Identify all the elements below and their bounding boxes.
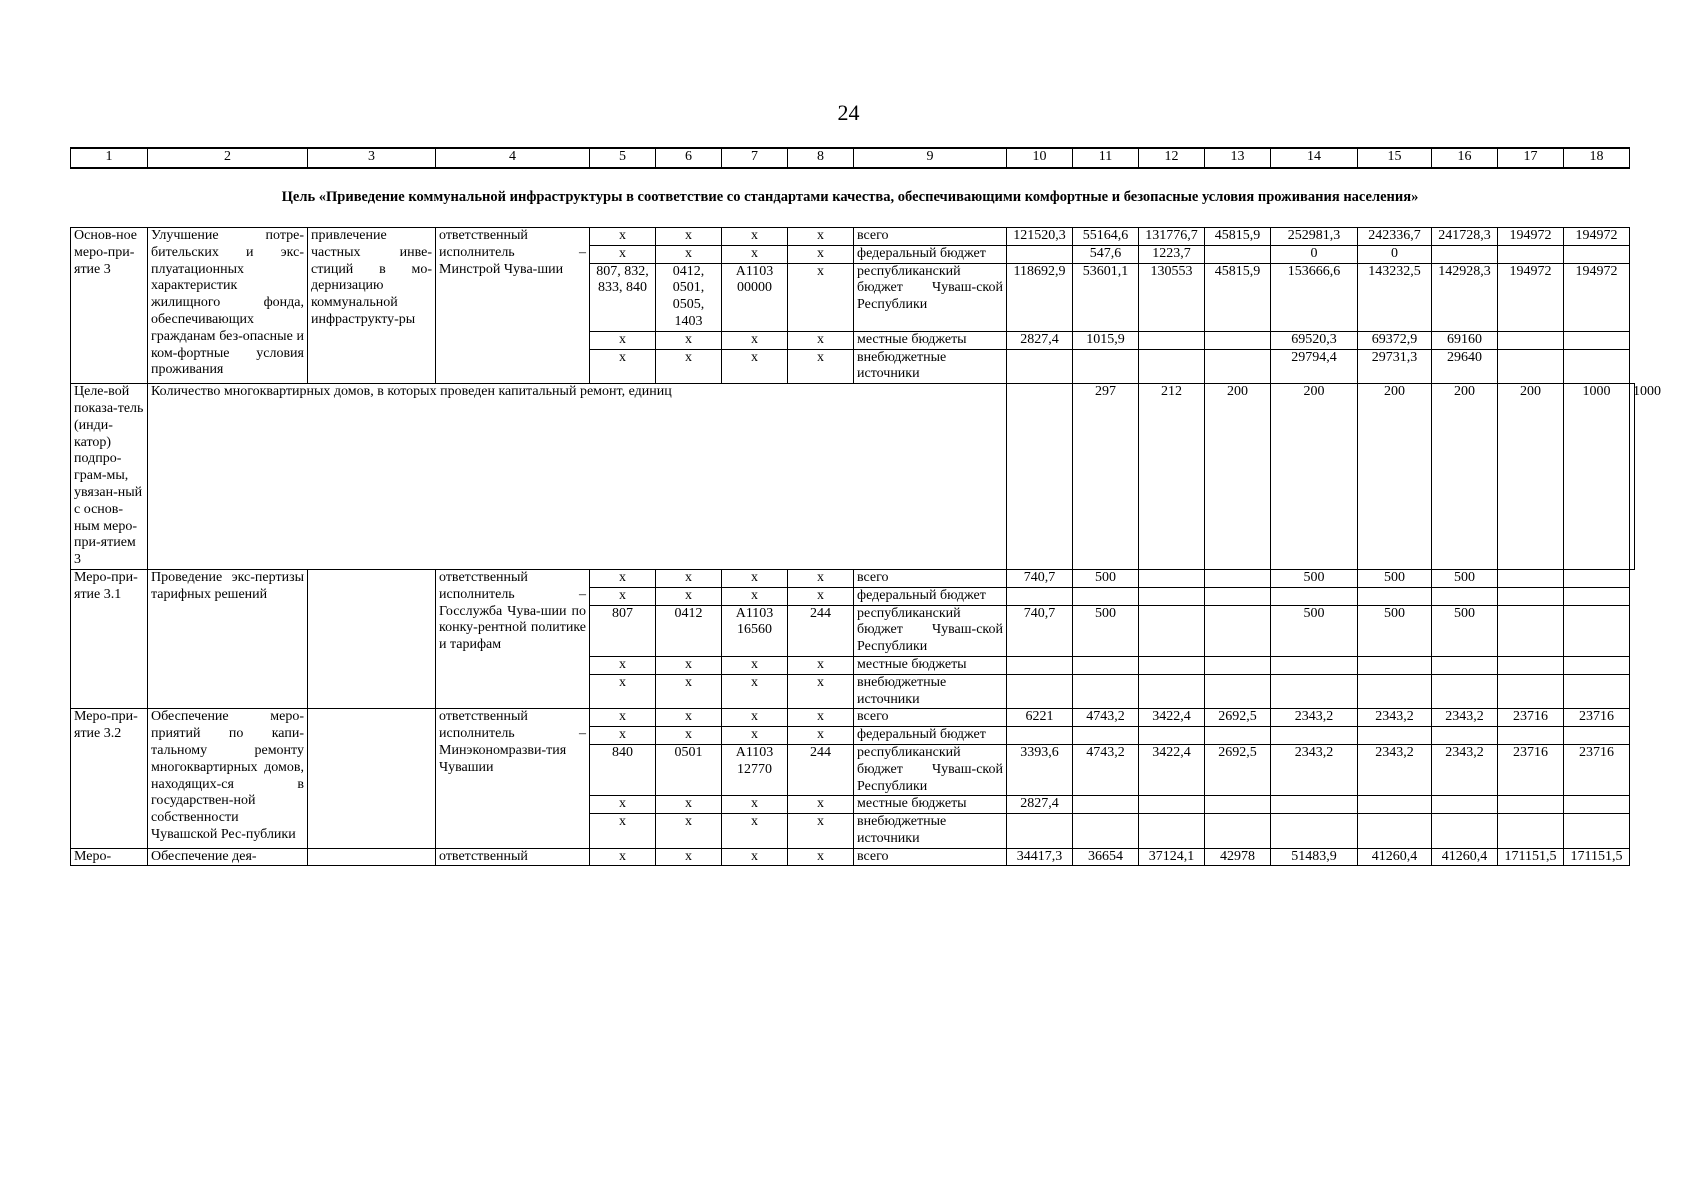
code-cell: 840: [590, 744, 656, 795]
funding-source: всего: [854, 848, 1007, 866]
value-cell: [1073, 587, 1139, 605]
column-header: 4: [436, 148, 590, 168]
code-cell: х: [590, 349, 656, 384]
value-cell: [1498, 656, 1564, 674]
value-cell: 29794,4: [1271, 349, 1358, 384]
funding-source: местные бюджеты: [854, 656, 1007, 674]
code-cell: А1103 00000: [722, 263, 788, 331]
value-cell: 297: [1073, 384, 1139, 570]
value-cell: [1564, 674, 1630, 709]
value-cell: [1073, 674, 1139, 709]
value-cell: 500: [1358, 569, 1432, 587]
code-cell: 244: [788, 744, 854, 795]
value-cell: 194972: [1564, 263, 1630, 331]
value-cell: 23716: [1564, 744, 1630, 795]
value-cell: 1000: [1564, 384, 1630, 570]
code-cell: х: [656, 331, 722, 349]
measure-title: Обеспечение дея-: [148, 848, 308, 866]
value-cell: [1271, 674, 1358, 709]
indicator-label: Целе-вой показа-тель (инди-катор) подпро-грам-мы, увязан-ный с основ-ным меро-при-ятием 3: [71, 384, 148, 570]
code-cell: х: [788, 587, 854, 605]
value-cell: [1007, 814, 1073, 849]
value-cell: 1223,7: [1139, 245, 1205, 263]
budget-table: [70, 147, 1661, 866]
value-cell: [1205, 674, 1271, 709]
code-cell: 244: [788, 605, 854, 656]
value-cell: [1271, 727, 1358, 745]
value-cell: [1432, 674, 1498, 709]
value-cell: [1271, 814, 1358, 849]
value-cell: 41260,4: [1432, 848, 1498, 866]
code-cell: 0501: [656, 744, 722, 795]
column-header: 8: [788, 148, 854, 168]
code-cell: х: [788, 814, 854, 849]
code-cell: х: [722, 814, 788, 849]
funding-source: федеральный бюджет: [854, 245, 1007, 263]
value-cell: 51483,9: [1271, 848, 1358, 866]
code-cell: х: [722, 331, 788, 349]
value-cell: 200: [1432, 384, 1498, 570]
funding-source: всего: [854, 709, 1007, 727]
value-cell: [1205, 569, 1271, 587]
column-header: 13: [1205, 148, 1271, 168]
code-cell: х: [656, 674, 722, 709]
value-cell: 252981,3: [1271, 228, 1358, 246]
column-header: 9: [854, 148, 1007, 168]
code-cell: 807: [590, 605, 656, 656]
code-cell: А1103 12770: [722, 744, 788, 795]
value-cell: 1000: [1630, 384, 1635, 570]
value-cell: 2827,4: [1007, 331, 1073, 349]
value-cell: [1432, 814, 1498, 849]
value-cell: 547,6: [1073, 245, 1139, 263]
main-measure-goal-text: привлечение частных инве-стиций в мо-дернизацию коммунальной инфраструкту-ры: [308, 228, 436, 384]
column-header: 6: [656, 148, 722, 168]
value-cell: [1139, 656, 1205, 674]
value-cell: 500: [1073, 605, 1139, 656]
code-cell: х: [788, 848, 854, 866]
value-cell: [1205, 245, 1271, 263]
code-cell: х: [722, 796, 788, 814]
code-cell: х: [722, 587, 788, 605]
code-cell: х: [656, 709, 722, 727]
value-cell: 212: [1139, 384, 1205, 570]
measure-3-1-label: Меро-при-ятие 3.1: [71, 569, 148, 708]
code-cell: х: [656, 727, 722, 745]
value-cell: 3393,6: [1007, 744, 1073, 795]
code-cell: х: [656, 349, 722, 384]
value-cell: 242336,7: [1358, 228, 1432, 246]
funding-source: местные бюджеты: [854, 331, 1007, 349]
value-cell: [1205, 727, 1271, 745]
value-cell: [1564, 349, 1630, 384]
value-cell: 500: [1271, 569, 1358, 587]
code-cell: х: [590, 727, 656, 745]
value-cell: 171151,5: [1564, 848, 1630, 866]
main-measure-row: [71, 228, 1635, 246]
value-cell: [1498, 727, 1564, 745]
funding-source: внебюджетные источники: [854, 349, 1007, 384]
code-cell: х: [656, 814, 722, 849]
column-header: 11: [1073, 148, 1139, 168]
goal-row: [71, 168, 1635, 228]
value-cell: 500: [1271, 605, 1358, 656]
funding-source: республиканский бюджет Чуваш-ской Республики: [854, 744, 1007, 795]
value-cell: [1139, 796, 1205, 814]
measure-partial-row: [71, 848, 1635, 866]
code-cell: х: [590, 656, 656, 674]
value-cell: [1073, 656, 1139, 674]
value-cell: [1432, 796, 1498, 814]
value-cell: 2343,2: [1432, 709, 1498, 727]
value-cell: [1205, 656, 1271, 674]
measure-3-2-goal-text: [308, 709, 436, 848]
value-cell: 29731,3: [1358, 349, 1432, 384]
code-cell: х: [722, 848, 788, 866]
value-cell: 194972: [1498, 263, 1564, 331]
measure-label: Меро-: [71, 848, 148, 866]
value-cell: [1271, 656, 1358, 674]
value-cell: 69520,3: [1271, 331, 1358, 349]
value-cell: [1564, 331, 1630, 349]
code-cell: х: [590, 228, 656, 246]
column-header: 3: [308, 148, 436, 168]
value-cell: 0: [1358, 245, 1432, 263]
value-cell: [1271, 796, 1358, 814]
code-cell: х: [788, 727, 854, 745]
column-header: 14: [1271, 148, 1358, 168]
value-cell: 2343,2: [1358, 744, 1432, 795]
value-cell: [1432, 587, 1498, 605]
code-cell: х: [656, 848, 722, 866]
code-cell: х: [590, 587, 656, 605]
value-cell: 2827,4: [1007, 796, 1073, 814]
value-cell: 171151,5: [1498, 848, 1564, 866]
value-cell: 200: [1498, 384, 1564, 570]
value-cell: [1007, 245, 1073, 263]
value-cell: 29640: [1432, 349, 1498, 384]
measure-3-2-executor: ответственный исполнитель – Минэкономразви-тия Чувашии: [436, 709, 590, 848]
value-cell: 45815,9: [1205, 263, 1271, 331]
code-cell: х: [788, 349, 854, 384]
value-cell: 500: [1073, 569, 1139, 587]
value-cell: [1139, 605, 1205, 656]
column-header: 1: [71, 148, 148, 168]
code-cell: х: [788, 569, 854, 587]
value-cell: [1205, 349, 1271, 384]
code-cell: А1103 16560: [722, 605, 788, 656]
value-cell: 740,7: [1007, 569, 1073, 587]
value-cell: [1498, 605, 1564, 656]
code-cell: х: [788, 228, 854, 246]
column-header: 2: [148, 148, 308, 168]
value-cell: [1139, 814, 1205, 849]
goal-title: Цель «Приведение коммунальной инфраструктуры в соответствие со стандартами качества, обеспечивающими комфортные и безопасные условия проживания населения»: [281, 189, 1419, 206]
value-cell: 500: [1358, 605, 1432, 656]
indicator-text: Количество многоквартирных домов, в которых проведен капитальный ремонт, единиц: [148, 384, 1007, 570]
value-cell: [1564, 656, 1630, 674]
value-cell: 3422,4: [1139, 744, 1205, 795]
code-cell: 0412: [656, 605, 722, 656]
value-cell: 2343,2: [1271, 709, 1358, 727]
code-cell: х: [590, 848, 656, 866]
code-cell: 807, 832, 833, 840: [590, 263, 656, 331]
value-cell: 121520,3: [1007, 228, 1073, 246]
main-measure-title: Улучшение потре-бительских и экс-плуатационных характеристик жилищного фонда, обеспечивающих гражданам без-опасные и ком-фортные условия проживания: [148, 228, 308, 384]
value-cell: [1139, 569, 1205, 587]
column-header: 12: [1139, 148, 1205, 168]
value-cell: 36654: [1073, 848, 1139, 866]
code-cell: х: [788, 331, 854, 349]
value-cell: [1358, 656, 1432, 674]
value-cell: 45815,9: [1205, 228, 1271, 246]
code-cell: х: [656, 245, 722, 263]
value-cell: 194972: [1564, 228, 1630, 246]
main-measure-executor: ответственный исполнитель – Минстрой Чува-шии: [436, 228, 590, 384]
column-header: 7: [722, 148, 788, 168]
value-cell: 2692,5: [1205, 744, 1271, 795]
code-cell: х: [788, 709, 854, 727]
value-cell: 1015,9: [1073, 331, 1139, 349]
value-cell: 241728,3: [1432, 228, 1498, 246]
value-cell: [1498, 587, 1564, 605]
code-cell: х: [722, 228, 788, 246]
value-cell: 23716: [1498, 709, 1564, 727]
funding-source: внебюджетные источники: [854, 674, 1007, 709]
value-cell: [1271, 587, 1358, 605]
value-cell: 142928,3: [1432, 263, 1498, 331]
value-cell: 2343,2: [1358, 709, 1432, 727]
value-cell: [1007, 349, 1073, 384]
measure-goal-text: [308, 848, 436, 866]
code-cell: х: [590, 245, 656, 263]
value-cell: [1073, 349, 1139, 384]
value-cell: [1007, 587, 1073, 605]
value-cell: [1564, 569, 1630, 587]
code-cell: х: [656, 228, 722, 246]
value-cell: 69160: [1432, 331, 1498, 349]
value-cell: 2343,2: [1432, 744, 1498, 795]
code-cell: х: [722, 245, 788, 263]
value-cell: [1564, 796, 1630, 814]
value-cell: 4743,2: [1073, 744, 1139, 795]
value-cell: [1073, 814, 1139, 849]
code-cell: х: [722, 569, 788, 587]
indicator-row: [71, 384, 1635, 570]
measure-executor: ответственный: [436, 848, 590, 866]
value-cell: [1432, 245, 1498, 263]
measure-3-1-goal-text: [308, 569, 436, 708]
value-cell: [1498, 569, 1564, 587]
value-cell: [1139, 727, 1205, 745]
column-header: 10: [1007, 148, 1073, 168]
column-header: 16: [1432, 148, 1498, 168]
value-cell: [1498, 796, 1564, 814]
value-cell: [1358, 796, 1432, 814]
value-cell: [1007, 727, 1073, 745]
value-cell: 500: [1432, 605, 1498, 656]
value-cell: 37124,1: [1139, 848, 1205, 866]
value-cell: 200: [1358, 384, 1432, 570]
value-cell: 42978: [1205, 848, 1271, 866]
value-cell: 118692,9: [1007, 263, 1073, 331]
column-header-row: [71, 148, 1635, 168]
value-cell: [1073, 796, 1139, 814]
value-cell: [1432, 656, 1498, 674]
funding-source: республиканский бюджет Чуваш-ской Республики: [854, 263, 1007, 331]
value-cell: [1139, 587, 1205, 605]
code-cell: х: [722, 709, 788, 727]
value-cell: [1139, 674, 1205, 709]
value-cell: 153666,6: [1271, 263, 1358, 331]
code-cell: х: [788, 263, 854, 331]
funding-source: федеральный бюджет: [854, 587, 1007, 605]
value-cell: [1139, 349, 1205, 384]
code-cell: х: [722, 674, 788, 709]
value-cell: [1564, 814, 1630, 849]
value-cell: 23716: [1498, 744, 1564, 795]
measure-3-2-row: [71, 709, 1635, 727]
value-cell: [1073, 727, 1139, 745]
value-cell: [1498, 331, 1564, 349]
value-cell: 4743,2: [1073, 709, 1139, 727]
value-cell: [1564, 245, 1630, 263]
value-cell: 143232,5: [1358, 263, 1432, 331]
code-cell: х: [788, 674, 854, 709]
measure-3-1-title: Проведение экс-пертизы тарифных решений: [148, 569, 308, 708]
value-cell: 6221: [1007, 709, 1073, 727]
value-cell: 194972: [1498, 228, 1564, 246]
value-cell: 500: [1432, 569, 1498, 587]
code-cell: х: [722, 656, 788, 674]
code-cell: х: [656, 587, 722, 605]
value-cell: [1007, 674, 1073, 709]
value-cell: [1358, 814, 1432, 849]
value-cell: 740,7: [1007, 605, 1073, 656]
value-cell: [1358, 674, 1432, 709]
funding-source: всего: [854, 228, 1007, 246]
funding-source: внебюджетные источники: [854, 814, 1007, 849]
value-cell: [1358, 587, 1432, 605]
funding-source: всего: [854, 569, 1007, 587]
value-cell: [1564, 587, 1630, 605]
value-cell: [1007, 656, 1073, 674]
code-cell: х: [656, 656, 722, 674]
code-cell: х: [722, 727, 788, 745]
value-cell: [1139, 331, 1205, 349]
value-cell: [1205, 587, 1271, 605]
value-cell: 2343,2: [1271, 744, 1358, 795]
measure-3-2-title: Обеспечение меро-приятий по капи-тальному ремонту многоквартирных домов, находящих-ся в государствен-ной собственности Чувашской Рес-публики: [148, 709, 308, 848]
measure-3-2-label: Меро-при-ятие 3.2: [71, 709, 148, 848]
value-cell: [1498, 349, 1564, 384]
main-measure-label: Основ-ное меро-при-ятие 3: [71, 228, 148, 384]
funding-source: федеральный бюджет: [854, 727, 1007, 745]
value-cell: 130553: [1139, 263, 1205, 331]
value-cell: [1205, 605, 1271, 656]
value-cell: 53601,1: [1073, 263, 1139, 331]
code-cell: х: [590, 331, 656, 349]
code-cell: 0412, 0501, 0505, 1403: [656, 263, 722, 331]
code-cell: х: [590, 709, 656, 727]
code-cell: х: [590, 569, 656, 587]
value-cell: [1432, 727, 1498, 745]
code-cell: х: [656, 569, 722, 587]
value-cell: 55164,6: [1073, 228, 1139, 246]
value-cell: 34417,3: [1007, 848, 1073, 866]
funding-source: республиканский бюджет Чуваш-ской Республики: [854, 605, 1007, 656]
code-cell: х: [788, 656, 854, 674]
value-cell: 2692,5: [1205, 709, 1271, 727]
code-cell: х: [590, 674, 656, 709]
value-cell: 0: [1271, 245, 1358, 263]
value-cell: 200: [1205, 384, 1271, 570]
column-header: 18: [1564, 148, 1630, 168]
value-cell: [1205, 814, 1271, 849]
value-cell: 3422,4: [1139, 709, 1205, 727]
funding-source: местные бюджеты: [854, 796, 1007, 814]
value-cell: 200: [1271, 384, 1358, 570]
code-cell: х: [590, 796, 656, 814]
value-cell: [1498, 674, 1564, 709]
code-cell: х: [722, 349, 788, 384]
code-cell: х: [788, 245, 854, 263]
column-header: 17: [1498, 148, 1564, 168]
page-number: 24: [837, 100, 860, 125]
column-header: 5: [590, 148, 656, 168]
value-cell: 41260,4: [1358, 848, 1432, 866]
value-cell: [1564, 727, 1630, 745]
measure-3-1-row: [71, 569, 1635, 587]
measure-3-1-executor: ответственный исполнитель – Госслужба Чува-шии по конку-рентной политике и тарифам: [436, 569, 590, 708]
code-cell: х: [656, 796, 722, 814]
value-cell: [1498, 814, 1564, 849]
value-cell: [1205, 331, 1271, 349]
empty-cell: [1007, 384, 1073, 570]
value-cell: 131776,7: [1139, 228, 1205, 246]
value-cell: [1205, 796, 1271, 814]
code-cell: х: [590, 814, 656, 849]
value-cell: [1498, 245, 1564, 263]
value-cell: 69372,9: [1358, 331, 1432, 349]
value-cell: [1564, 605, 1630, 656]
code-cell: х: [788, 796, 854, 814]
column-header: 15: [1358, 148, 1432, 168]
value-cell: 23716: [1564, 709, 1630, 727]
value-cell: [1358, 727, 1432, 745]
